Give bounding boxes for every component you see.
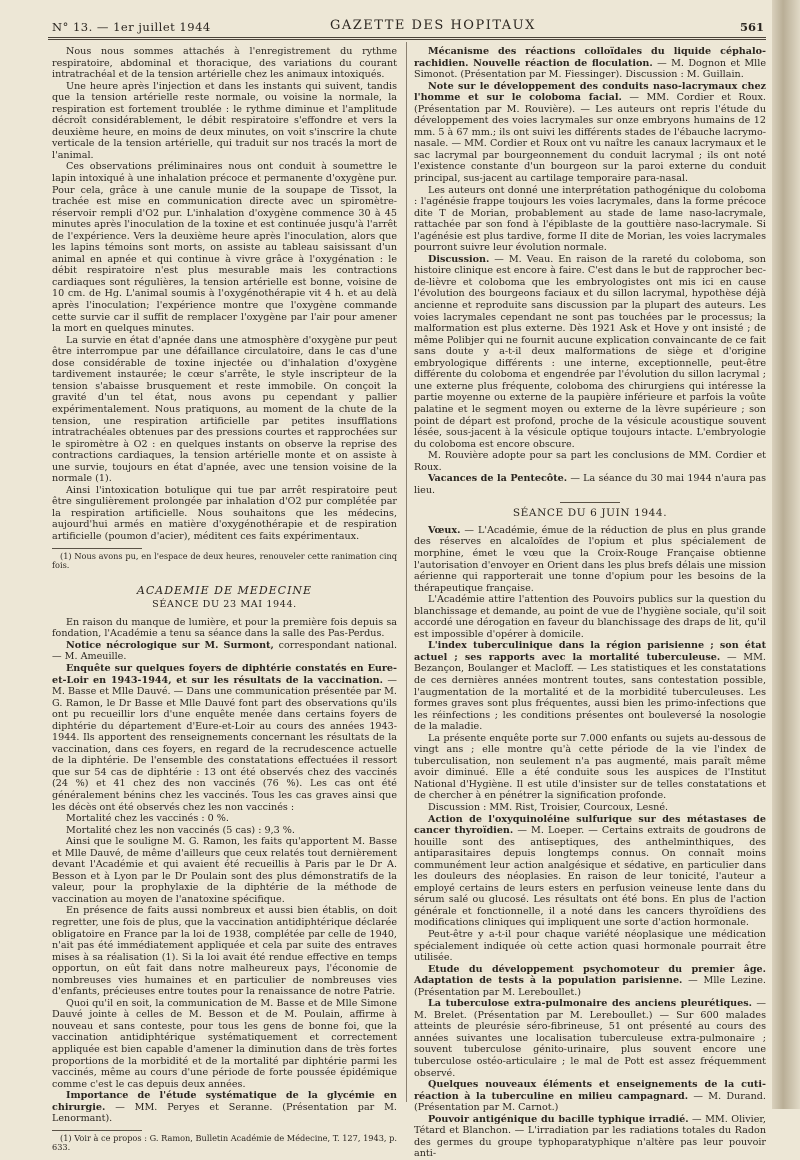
paragraph: La présente enquête porte sur 7.000 enfants ou sujets au-dessous de vingt ans ; elle montre qu'à cette période de la vie l'index de tuberculisation, non seulement n'a pas augmenté, mais paraît même avoir diminué. Elle a été conduite sous les auspices de l'Institut National d'Hygiène. Il est utile d'insister sur de telles constatations et de chercher à en pénétrer la signification profonde. (414, 732, 766, 802)
item-text: — MM. Peryes et Seranne. (Présentation par M. Lenormant). (52, 1101, 397, 1125)
issue-line: N° 13. — 1er juillet 1944 (52, 20, 211, 34)
item-title: Discussion. (428, 253, 490, 265)
item-title: Pouvoir antigénique du bacille typhique irradié. (428, 1113, 689, 1125)
item-text: — Dans une communication présentée par M. G. Ramon, le Dr Basse et Mlle Dauvé font part des observations qu'ils ont pu recueillir lors d'une enquête menée dans certains foyers de diphtérie du département d'Eure-et-Loir au cours des années 1943-1944. Ils apportent des renseignements concernant les résultats de la vaccination, dans ces foyers, en regard de la recrudescence actuelle de la diphtérie. De l'ensemble des constatations effectuées il ressort que sur 54 cas de diphtérie : 13 ont été observés chez des vaccinés (24 %) et 41 chez des non vaccinés (76 %). Les cas ont été généralement bénins chez les vaccinés. Tous les cas graves ainsi que les décès ont été observés chez les non vaccinés : (52, 686, 397, 813)
book-spine (772, 0, 800, 1109)
page-header (0, 0, 800, 40)
item-cuti-reaction (414, 1079, 766, 1114)
paragraph: En présence de faits aussi nombreux et aussi bien établis, on doit regretter, une fois de plus, que la vaccination antidiphtérique déclarée obligatoire en France par la loi de 1938, complétée par celle de 1940, n'ait pas été immédiatement appliquée et cela par suite des entraves mises à sa réalisation (1). Si la loi avait été rendue effective en temps opportun, on eût fait dans notre malheureux pays, l'économie de nombreuses vies humaines et en particulier de nombreuses vies d'enfants, précieuses entre toutes pour la renaissance de notre Patrie. (52, 905, 397, 998)
item-title: Vœux. (428, 524, 461, 536)
item-enquete (52, 663, 397, 813)
item-index (414, 640, 766, 732)
paragraph: Nous nous sommes attachés à l'enregistrement du rythme respiratoire, abdominal et thoracique, des variations du courant intratrachéal et de la tension artérielle chez les animaux intoxiqués. (52, 46, 397, 81)
item-title: L'index tuberculinique dans la région parisienne ; son état actuel ; ses rapports avec la mortalité tuberculeuse. (414, 640, 766, 663)
item-mecanisme (414, 46, 766, 81)
footnote: (1) Nous avons pu, en l'espace de deux heures, renouveler cette ranimation cinq fois. (52, 550, 397, 571)
item-voeux (414, 525, 766, 594)
paragraph: Ainsi l'intoxication botulique qui tue par arrêt respiratoire peut être singulièrement prolongée par inhalation d'O2 pur complétée par la respiration artificielle. Nous souhaitons que les médecins, aujourd'hui armés en matière d'oxygénothérapie et de respiration artificielle (poumon d'acier), méditent ces faits expérimentaux. (52, 484, 397, 542)
paragraph: Ainsi que le souligne M. G. Ramon, les faits qu'apportent M. Basse et Mlle Dauvé, de même d'ailleurs que ceux relatés tout dernièrement devant l'Académie et qui avaient été recueillis à Paris par le Dr A. Besson et à Lyon par le Dr Poulain sont des plus démonstratifs de la valeur, pour la prophylaxie de la diphtérie de la méthode de vaccination au moyen de l'anatoxine spécifique. (52, 836, 397, 905)
paragraph: La survie en état d'apnée dans une atmosphère d'oxygène pur peut être interrompue par une défaillance circulatoire, dans le cas d'une dose considérable de toxine injectée ou d'inhalation d'oxygène tardivement instaurée; le cœur s'arrête, le style inscripteur de la tension s'abaisse brusquement et reste immobile. On conçoit la gravité d'un tel état, nous avons pu cependant y pallier expérimentalement. Nous pratiquons, au moment de la chute de la tension, une respiration artificielle par petites insufflations intratrachéales obtenues par des pressions courtes et rapprochées sur le spiromètre à O2 : en quelques instants on observe la reprise des contractions cardiaques, la tension artérielle monte et on assiste à une survie, toujours en état d'apnée, avec une tension voisine de la normale (1). (52, 334, 397, 485)
item-text: — M. Dognon et Mlle Simonot. (Présentation par M. Fiessinger). Discussion : M. Guillain. (414, 57, 766, 81)
item-title: Note sur le développement des conduits naso-lacrymaux chez l'homme et sur le coloboma facial. (414, 80, 766, 104)
column-divider (406, 42, 407, 1102)
header-rule-2 (48, 39, 766, 40)
item-text: — MM. Cordier et Roux. (Présentation par M. Rouvière). — Les auteurs ont repris l'étude du développement des voies lacrymales sur onze embryons humains de 12 mm. 5 à 67 mm.; ils ont suivi les différents stades de l'ébauche lacrymo-nasale. — MM. Cordier et Roux ont vu naître les canaux lacrymaux et le sac lacrymal par bourgeonnement du conduit lacrymal ; ils ont noté l'existence constante d'un bourgeon sur la paroi externe du conduit principal, sus-jacent au cartilage temporaire para-nasal. (414, 92, 766, 185)
item-pouvoir (414, 1114, 766, 1160)
item-text: — La séance du 30 mai 1944 n'aura pas lieu. (414, 473, 766, 496)
mortality-line: Mortalité chez les non vaccinés (5 cas) : 9,3 %. (66, 824, 295, 836)
item-text: — M. Loeper. — Certains extraits de goudrons de houille sont des antiseptiques, des anthelminthiques, des antiparasitaires depuis longtemps connus. On connaît moins communément leur action analgésique et sédative, en particulier dans les douleurs des néoplasies. En raison de leur tonicité, l'auteur a employé certains de leurs esters en perfusion veineuse lente dans du sérum salé ou glucosé. Les résultats ont été bons. En plus de l'action générale et fonctionnelle, il a noté dans les cancers thyroïdiens des modifications cliniques qui impliquent une sorte d'action hormonale. (414, 825, 766, 929)
item-text: — M. Veau. En raison de la rareté du coloboma, son histoire clinique est encore à faire. C'est dans le but de rapprocher bec-de-lièvre et coloboma que les embryologistes ont mis ici en cause l'évolution des bourgeons faciaux et du sillon lacrymal, hypothèse déjà ancienne et reproduite sans discussion par la plupart des auteurs. Les voies lacrymales cependant ne sont pas touchées par le processus; la malformation est plus externe. Dès 1921 Ask et Hove y ont insisté ; de même Polibjer qui ne fournit aucune explication convaincante de ce fait sans doute y a-t-il deux malformations de siège et d'origine embryologique différents : une interne, exceptionnelle, peut-être différente du coloboma et engendrée par l'évolution du sillon lacrymal ; une externe plus fréquente, coloboma des chirurgiens qui intéresse la partie moyenne ou externe de la paupière inférieure et parfois la voûte palatine et le segment moyen ou externe de la lèvre supérieure ; son point de départ est profond, proche de la vésicule acoustique souvent lésée, sous-jacent à la vésicule optique toujours intacte. L'embryologie du coloboma est encore obscure. (414, 253, 766, 450)
paragraph: Quoi qu'il en soit, la communication de M. Basse et de Mlle Simone Dauvé jointe à celles de M. Besson et de M. Poulain, affirme à nouveau et sans conteste, pour tous les gens de bonne foi, que la vaccination antidiphtérique systématiquement et correctement appliquée est bien capable d'amener la diminution dans de très fortes proportions de la morbidité et de la mortalité par diphtérie parmi les vaccinés, même au cours d'une période de forte poussée épidémique comme c'est le cas depuis deux années. (52, 997, 397, 1090)
paragraph: L'Académie attire l'attention des Pouvoirs publics sur la question du blanchissage et demande, au point de vue de l'hygiène sociale, qu'il soit accordé une dérogation en faveur du blanchissage des draps de lit, qu'il est impossible d'opérer à domicile. (414, 594, 766, 640)
session-date: SÉANCE DU 6 JUIN 1944. (512, 507, 668, 520)
item-text: — Mlle Lezine. (Présentation par M. Lereboullet.) (414, 975, 766, 998)
session-date: SÉANCE DU 23 MAI 1944. (152, 599, 297, 611)
page-number: 561 (740, 20, 765, 34)
paragraph: Une heure après l'injection et dans les instants qui suivent, tandis que la tension artérielle reste normale, ou voisine la normale, la respiration est fortement troublée : le rythme diminue et l'amplitude décroît considérablement, le débit respiratoire s'effondre et vers la deuxième heure, en moins de deux minutes, on voit s'inscrire la chute verticale de la tension artérielle, qui traduit sur nos tracés la mort de l'animal. (52, 80, 397, 161)
paragraph: Peut-être y a-t-il pour chaque variété néoplasique une médication spécialement indiquée où cette action quasi hormonale pourrait être utilisée. (414, 929, 766, 964)
item-title: Mécanisme des réactions colloïdales du liquide céphalo-rachidien. Nouvelle réaction de floculation. (414, 46, 766, 69)
item-vacances (414, 473, 766, 496)
footnote-rule (52, 548, 142, 549)
item-importance (52, 1090, 397, 1125)
paragraph: M. Rouvière adopte pour sa part les conclusions de MM. Cordier et Roux. (414, 450, 766, 473)
item-title: La tuberculose extra-pulmonaire des anciens pleurétiques. (428, 998, 752, 1010)
journal-title: GAZETTE DES HOPITAUX (330, 18, 536, 33)
item-necro (52, 640, 397, 663)
item-etude (414, 964, 766, 999)
item-title: Enquête sur quelques foyers de diphtérie constatés en Eure-et-Loir en 1943-1944, et sur les résultats de la vaccination. (52, 662, 397, 686)
section-title: ACADEMIE DE MEDECINE (136, 583, 313, 597)
footnote: (1) Voir à ce propos : G. Ramon, Bulletin Académie de Médecine, T. 127, 1943, p. 633. (52, 1132, 397, 1153)
paragraph: Les auteurs ont donné une interprétation pathogénique du coloboma : l'agénésie frappe toujours les voies lacrymales, dans la forme précoce dite T de Morian, probablement au stade de lame naso-lacrymale, rattachée par son fond à l'épiblaste de la gouttière naso-lacrymale. Si l'agénésie est plus tardive, forme II dite de Morian, les voies lacrymales pourront suivre leur évolution normale. (414, 184, 766, 254)
item-oxyquinoleine (414, 814, 766, 929)
left-column (52, 46, 397, 1153)
item-discussion (414, 254, 766, 450)
item-text: — L'Académie, émue de la réduction de plus en plus grande des réserves en alcaloïdes de l'opium et plus spécialement de morphine, émet le vœu que la Croix-Rouge Française obtienne l'autorisation d'envoyer en Orient dans les plus brefs délais une mission aérienne qui rapporterait une tonne d'opium pour les besoins de la thérapeutique française. (414, 524, 766, 594)
item-text: — M. Durand. (Présentation par M. Carnot.) (414, 1090, 766, 1114)
item-title: Vacances de la Pentecôte. (428, 473, 568, 485)
item-title: Action de l'oxyquinoléine sulfurique sur des métastases de cancer thyroïdien. (414, 813, 766, 837)
section-separator (560, 502, 620, 503)
footnote-rule (52, 1130, 142, 1131)
item-authors: — M. Basse et Mlle Dauvé. (52, 674, 397, 698)
item-title: Importance de l'étude systématique de la glycémie en chirurgie. (52, 1090, 397, 1113)
item-title: Notice nécrologique sur M. Surmont, (66, 639, 274, 651)
item-note (414, 81, 766, 185)
right-column (414, 46, 766, 1160)
discussion-line: Discussion : MM. Rist, Troisier, Courcoux, Lesné. (428, 802, 669, 813)
item-title: Etude du développement psychomoteur du premier âge. Adaptation de tests à la population parisienne. (414, 963, 766, 987)
paragraph: En raison du manque de lumière, et pour la première fois depuis sa fondation, l'Académie a tenu sa séance dans la salle des Pas-Perdus. (52, 616, 397, 640)
item-text: — M. Brelet. (Présentation par M. Lereboullet.) — Sur 600 malades atteints de pleurésie séro-fibrineuse, 51 ont présenté au cours des années suivantes une localisation tuberculeuse extra-pulmonaire ; souvent tuberculose génito-urinaire, plus souvent encore une tuberculose ostéo-articulaire ; le mal de Pott est assez fréquemment observé. (414, 998, 766, 1079)
mortality-line: Mortalité chez les vaccinés : 0 %. (66, 813, 229, 825)
item-text: — MM. Olivier, Tétard et Blanchon. — L'irradiation par les radiations totales du Radon des germes du groupe typhoparatyphique n'altère pas leur pouvoir anti- (414, 1113, 766, 1160)
paragraph: Ces observations préliminaires nous ont conduit à soumettre le lapin intoxiqué à une inhalation précoce et permanente d'oxygène pur. Pour cela, grâce à une canule munie de la soupape de Tissot, la trachée est mise en communication directe avec un spiromètre-réservoir rempli d'O2 pur. L'inhalation d'oxygène commence 30 à 45 minutes après l'inoculation de la toxine et est continuée jusqu'à l'arrêt de l'expérience. Vers la deuxième heure après l'inoculation, alors que les lapins témoins sont morts, on assiste au tableau saisissant d'un animal en apnée et qui continue à vivre grâce à l'oxygénation : le débit respiratoire n'est plus mesurable mais les contractions cardiaques sont régulières, la tension artérielle est bonne, voisine de 10 cm. de Hg. L'animal soumis à l'oxygénothérapie vit 4 h. et au delà après l'inoculation; l'expérience montre que l'oxygène commande cette survie car il suffit de remplacer l'oxygène par l'air pour amener la mort en quelques minutes. (52, 161, 397, 335)
item-title: Quelques nouveaux éléments et enseignements de la cuti-réaction à la tuberculine en milieu campagnard. (414, 1079, 766, 1102)
item-tuberculose (414, 998, 766, 1079)
header-rule (48, 37, 766, 38)
item-text: — MM. Bezançon, Boulanger et Macloff. — Les statistiques et les constatations de ces dernières années montrent toutes, sans contestation possible, l'augmentation de la mortalité et de la morbidité tuberculeuses. Les formes graves sont plus fréquentes, aussi bien les primo-infections que les réinfections ; les conditions présentes ont bouleversé la nosologie de la maladie. (414, 651, 766, 733)
item-text: correspondant national. — M. Ameuille. (52, 639, 397, 663)
